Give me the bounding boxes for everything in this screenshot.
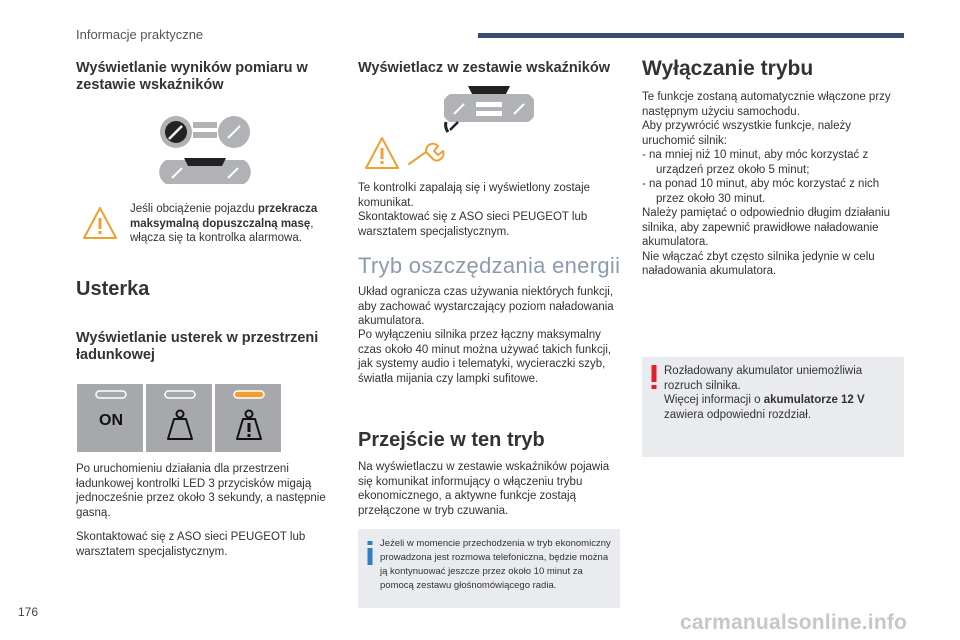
warning-box-battery [642,357,904,457]
led-bar-orange-icon [233,390,265,400]
section-heading-energy-saving: Tryb oszczędzania energii [358,253,621,278]
warning-load-text [130,202,330,246]
section-heading-fault: Usterka [76,278,150,300]
energy-para-1: Układ ogranicza czas używania niektórych funkcji, aby zachować wystarczający poziom naładowania akumulatora. [358,286,614,327]
warning-text-line-2-pre: Więcej informacji o [664,394,764,406]
warning-text-pre: Jeśli obciążenie pojazdu [130,203,258,215]
info-box-text: Jeżeli w momencie przechodzenia w tryb ekonomiczny prowadzona jest rozmowa telefoniczna, będzie można ją kontynuować jeszcze przez około 10 minut za pomocą zestawu głośnomówiącego radia. [380,538,611,591]
overload-button-tile [214,383,282,453]
led-bar-icon [164,390,196,400]
on-label: ON [99,412,123,429]
warning-triangle-icon [82,206,118,242]
warning-text-line-1: Rozładowany akumulator uniemożliwia rozruch silnika. [664,365,863,392]
on-button-tile [76,383,144,453]
header-bar [478,33,904,38]
load-button-tile [145,383,213,453]
warning-text-post: , włącza się ta kontrolka alarmowa. [130,217,314,244]
disable-para-4: Nie włączać zbyt często silnika jedynie w celu naładowania akumulatora. [642,250,875,277]
warning-text-bold: przekracza maksymalną dopuszczalną masę [130,203,318,230]
weight-icon [166,408,194,442]
page-number: 176 [18,605,39,619]
overload-weight-icon [235,408,263,442]
heading-switch-mode: Przejście w ten tryb [358,429,545,451]
section-heading-disable-mode: Wyłączanie trybu [642,57,814,80]
cluster-para-1: Te kontrolki zapalają się i wyświetlony zostaje komunikat. [358,182,591,209]
watermark: carmanualsonline.info [680,611,908,634]
disable-mode-text-block [642,90,904,279]
warning-text-line-2-post: zawiera odpowiedni rozdział. [664,408,812,421]
led-bar-icon [95,390,127,400]
disable-para-2: Aby przywrócić wszystkie funkcje, należy uruchomić silnik: [642,120,851,147]
exclamation-icon [650,365,658,389]
warning-triangle-icon [364,136,400,172]
page-section-title: Informacje praktyczne [76,27,204,42]
info-icon [366,541,374,565]
info-box-phone-call [358,529,620,608]
warning-text-line-2-bold: akumulatorze 12 V [763,394,865,406]
fault-para-1: Po uruchomieniu działania dla przestrzeni ładunkowej kontrolki LED 3 przycisków migają jednocześnie przez około 3 sekundy, a następnie gasną. [76,463,326,519]
energy-para-2: Po wyłączeniu silnika przez łączny maksymalny czas około 40 minut można używać takich funkcji, jak systemy audio i telematyki, wycieraczki szyb, światła mijania czy lampki sufitowe. [358,329,612,385]
heading-fault-display: Wyświetlanie usterek w przestrzeni ładunkowej [76,330,319,363]
warning-box-text [664,364,896,422]
heading-load-display: Wyświetlanie wyników pomiaru w zestawie wskaźników [76,60,308,93]
disable-para-3: Należy pamiętać o odpowiednio długim działaniu silnika, aby zapewnić prawidłowe naładowanie akumulatora. [642,207,891,248]
disable-bullet-2: - na ponad 10 minut, aby móc korzystać z nich przez około 30 minut. [642,178,880,205]
heading-cluster-display: Wyświetlacz w zestawie wskaźników [358,60,610,76]
disable-bullet-1: - na mniej niż 10 minut, aby móc korzystać z urządzeń przez około 5 minut; [642,149,869,176]
fault-para-2: Skontaktować się z ASO sieci PEUGEOT lub warsztatem specjalistycznym. [76,531,306,558]
cluster-load-icon [158,112,252,192]
wrench-icon [406,142,446,168]
disable-para-1: Te funkcje zostaną automatycznie włączone przy następnym użyciu samochodu. [642,91,891,118]
cluster-display-icon [444,82,534,134]
switch-para: Na wyświetlaczu w zestawie wskaźników pojawia się komunikat informujący o włączeniu trybu ekonomicznego, a aktywne funkcje zostają przełączone w tryb czuwania. [358,461,610,517]
cluster-para-2: Skontaktować się z ASO sieci PEUGEOT lub warsztatem specjalistycznym. [358,211,588,238]
